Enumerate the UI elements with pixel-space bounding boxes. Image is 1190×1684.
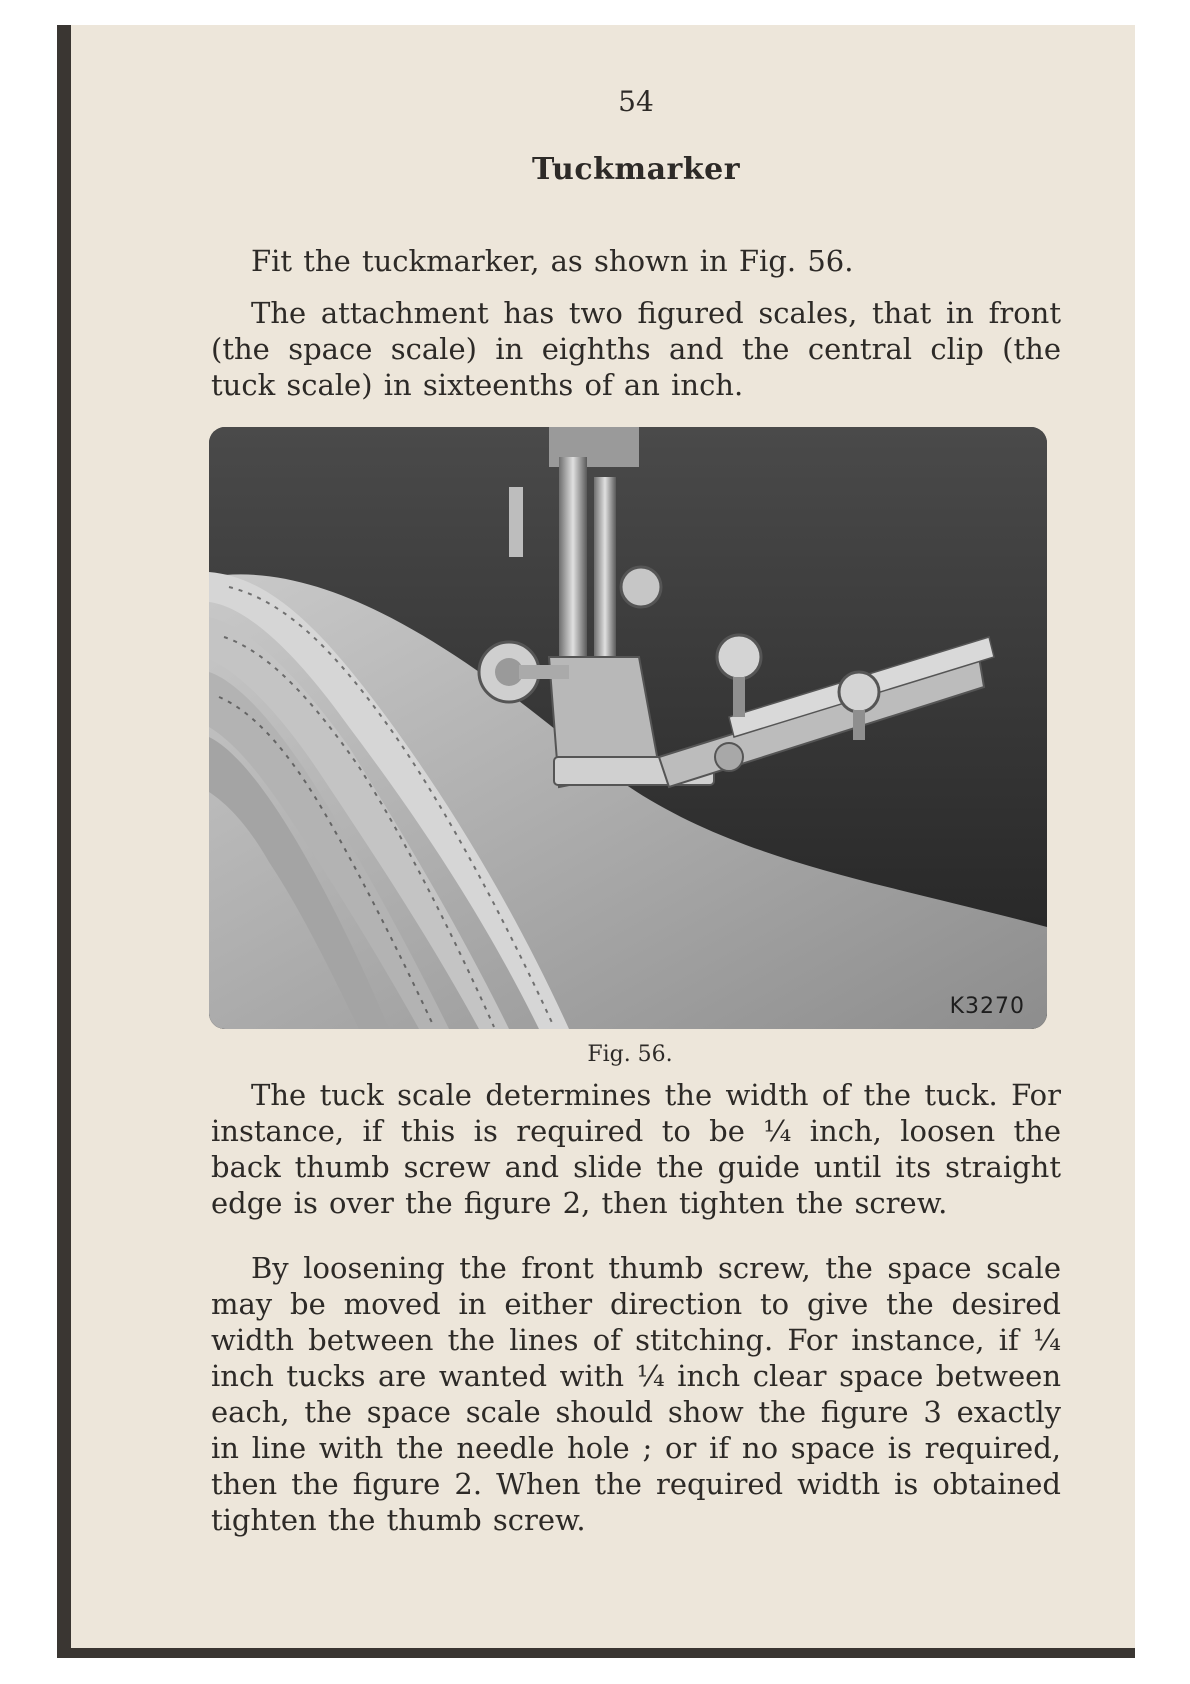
paragraph-tuck-scale: The tuck scale determines the width of the tuck. For instance, if this is required to be ¼ inch, loosen the back thumb screw and slide the guide until its straight edge is over the figure 2, then tighten the screw. — [211, 1078, 1061, 1220]
page-number: 54 — [618, 85, 654, 118]
figure-code-label: K3270 — [949, 994, 1025, 1019]
paragraph-fit-instructions: Fit the tuckmarker, as shown in Fig. 56. — [251, 244, 854, 278]
paragraph-scales-description: The attachment has two figured scales, that in front (the space scale) in eighths and the central clip (the tuck scale) in sixteenths of an inch. — [211, 296, 1061, 402]
page-title: Tuckmarker — [531, 152, 741, 187]
figure-photograph — [209, 427, 1047, 1029]
figure-caption: Fig. 56. — [587, 1042, 673, 1067]
page-content — [211, 25, 1061, 1648]
sewing-machine-tuckmarker-illustration — [209, 427, 1047, 1029]
book-page — [57, 25, 1135, 1658]
paragraph-space-scale: By loosening the front thumb screw, the space scale may be moved in either direction to give the desired width between the lines of stitching. For instance, if ¼ inch tucks are wanted with ¼ inch clear space between each, the space scale should show the figure 3 exactly in line with the needle hole ; or if no space is required, then the figure 2. When the required width is obtained tighten the thumb screw. — [211, 1251, 1061, 1537]
